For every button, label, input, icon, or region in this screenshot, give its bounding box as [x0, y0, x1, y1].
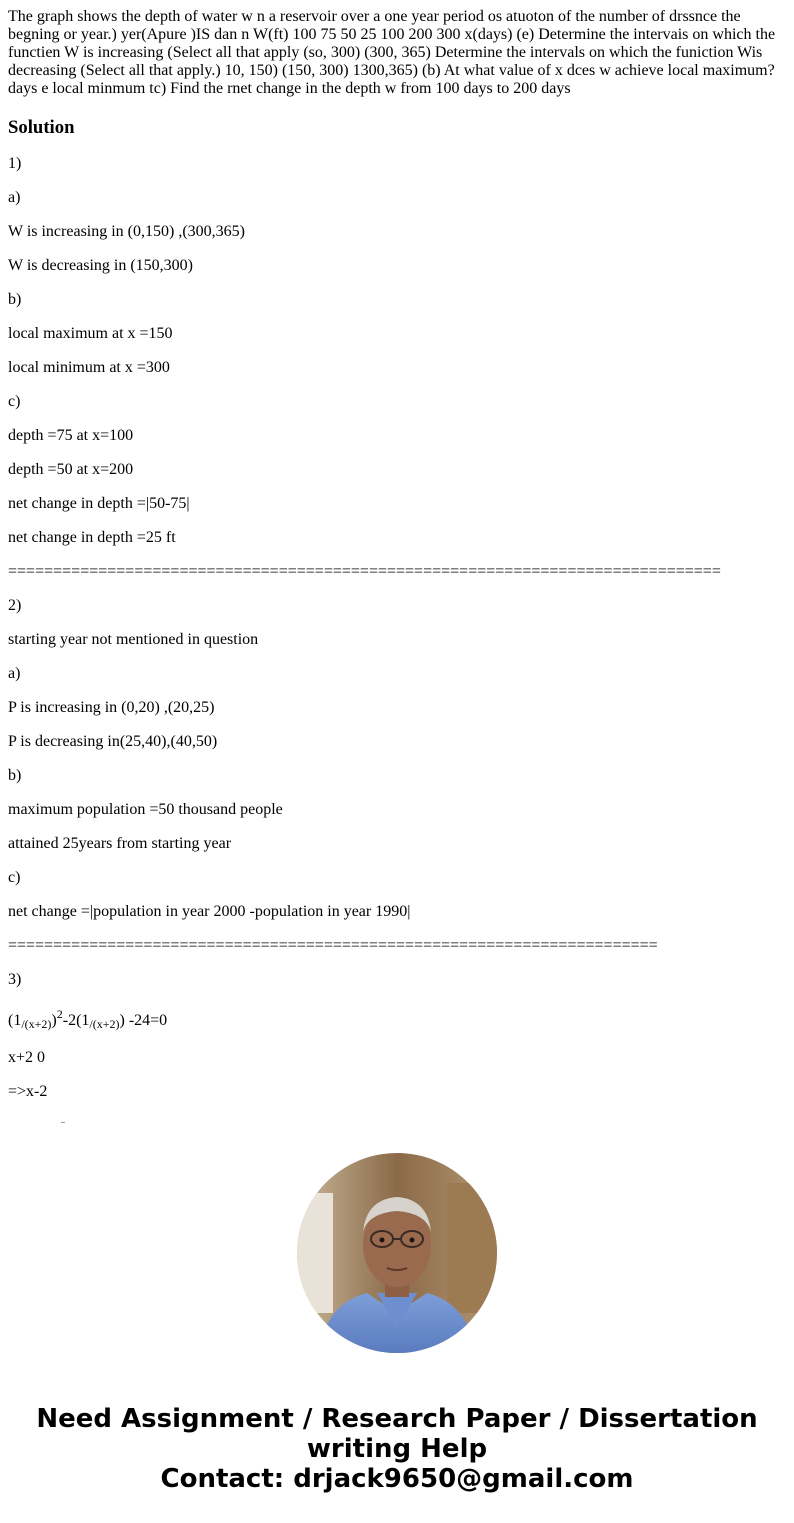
solution-line: 1): [8, 155, 22, 172]
equation-line: [8, 1005, 786, 1033]
solution-line: starting year not mentioned in question: [8, 631, 259, 648]
equation-part: ): [51, 1012, 57, 1029]
equation-part: -2(1: [62, 1012, 90, 1029]
solution-line: attained 25years from starting year: [8, 835, 232, 852]
promo-line-1: Need Assignment / Research Paper / Dissertation: [36, 1404, 758, 1434]
equation-superscript: 2: [56, 1007, 63, 1021]
solution-line: P is increasing in (0,20) ,(20,25): [8, 699, 215, 716]
equation-subscript: /(x+2): [21, 1017, 52, 1031]
solution-line: a): [8, 189, 21, 206]
solution-line: b): [8, 291, 22, 308]
solution-line: =>x-2: [8, 1083, 48, 1100]
question-text: The graph shows the depth of water w n a reservoir over a one year period os atuoton of the number of drssnce the begning or year.) yer(Apure )IS dan n W(ft) 100 75 50 25 100 200 300 x(days) (e) Determine the intervais on which the functien W is increasing (Select all that apply (so, 300) (300, 365) Determine the intervals on which the funiction Wis decreasing (Select all that apply.) 10, 150) (150, 300) 1300,365) (b) At what value of x dces w achieve local maximum? days e local minmum tc) Find the rnet change in the depth w from 100 days to 200 days: [8, 8, 776, 97]
solution-line: 3): [8, 971, 22, 988]
solution-line: net change in depth =|50-75|: [8, 495, 190, 512]
solution-line: net change in depth =25 ft: [8, 529, 176, 546]
separator-line: ========================================================================: [8, 937, 658, 954]
solution-heading: Solution: [8, 117, 75, 138]
solution-line: depth =75 at x=100: [8, 427, 134, 444]
solution-line: local minimum at x =300: [8, 359, 170, 376]
promo-contact: Contact: drjack9650@gmail.com: [160, 1464, 634, 1494]
solution-line: x+2 0: [8, 1049, 46, 1066]
solution-line: c): [8, 393, 21, 410]
solution-line: W is decreasing in (150,300): [8, 257, 193, 274]
promo-line-2: writing Help: [306, 1434, 488, 1464]
solution-line: c): [8, 869, 21, 886]
separator-line: ===============================================================================: [8, 563, 721, 580]
solution-line: maximum population =50 thousand people: [8, 801, 283, 818]
solution-line: net change =|population in year 2000 -population in year 1990|: [8, 903, 411, 920]
solution-line: b): [8, 767, 22, 784]
author-avatar: [297, 1153, 497, 1353]
equation-subscript: /(x+2): [89, 1017, 120, 1031]
truncation-mark: [61, 1122, 65, 1123]
author-photo-icon: [297, 1153, 497, 1353]
solution-line: 2): [8, 597, 22, 614]
solution-line: a): [8, 665, 21, 682]
solution-line: local maximum at x =150: [8, 325, 173, 342]
solution-line: depth =50 at x=200: [8, 461, 134, 478]
solution-line: P is decreasing in(25,40),(40,50): [8, 733, 218, 750]
equation-part: ) -24=0: [119, 1012, 168, 1029]
solution-line: W is increasing in (0,150) ,(300,365): [8, 223, 245, 240]
equation-part: (1: [8, 1012, 22, 1029]
promo-footer: [0, 1404, 794, 1494]
